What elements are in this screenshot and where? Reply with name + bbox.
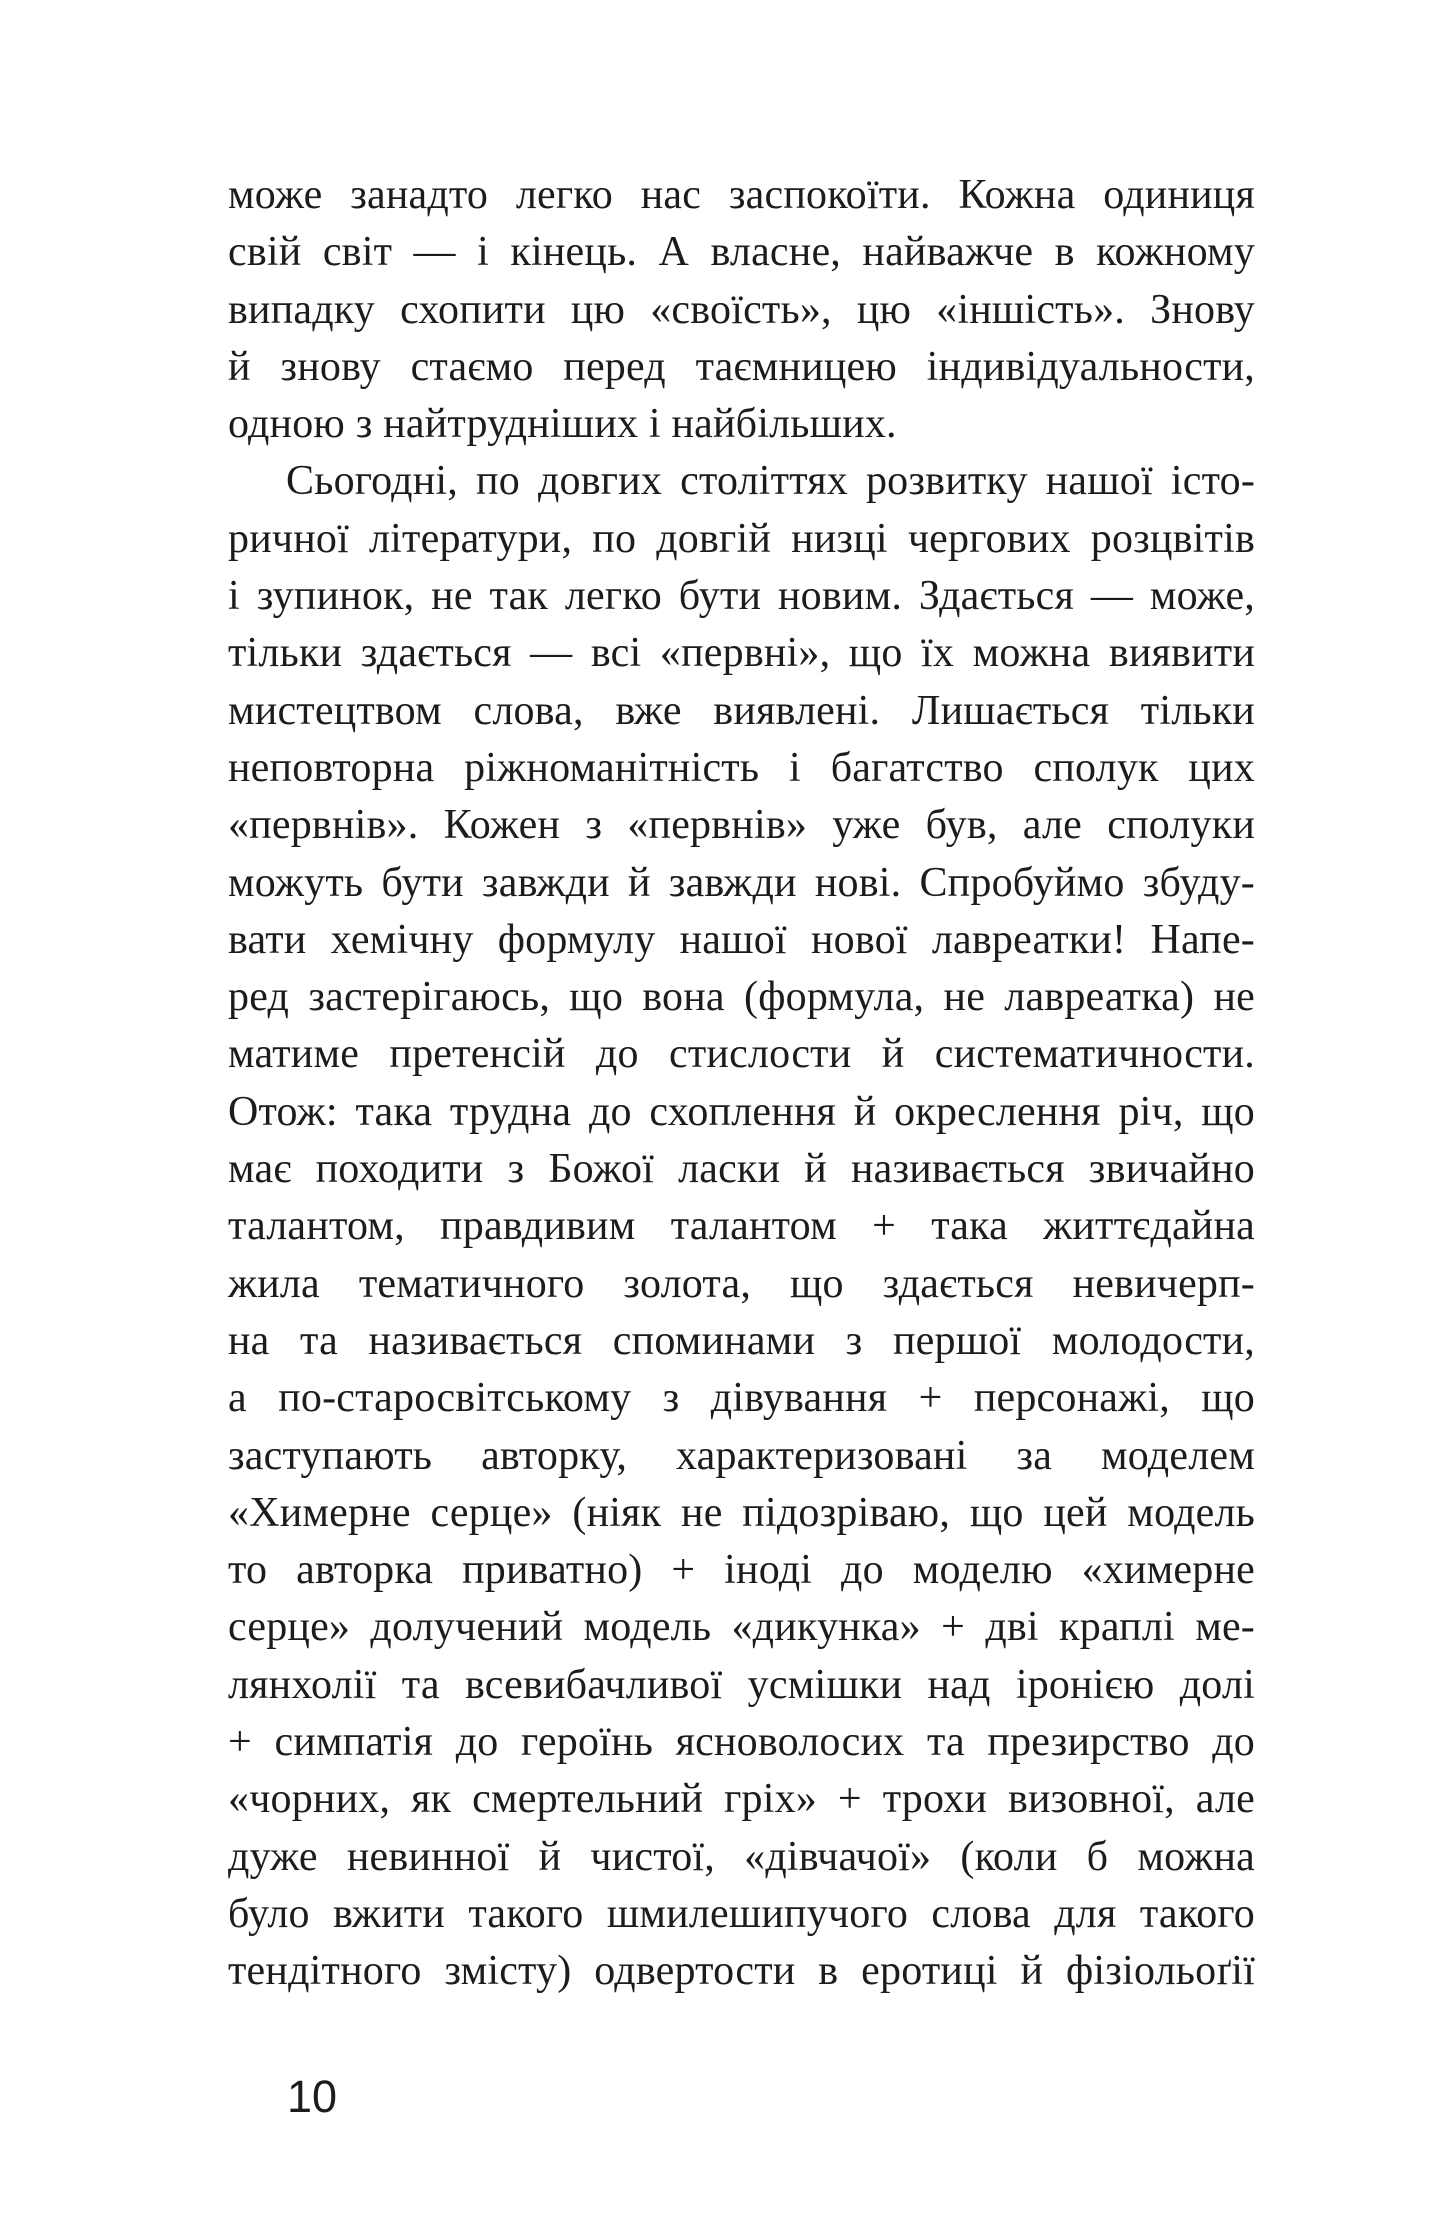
text-line: а по-старосвітському з дівування + персонажі, що xyxy=(228,1375,1255,1422)
text-line: на та називається споминами з першої молодости, xyxy=(228,1317,1255,1364)
text-line: вати хемічну формулу нашої нової лавреатки! Напе- xyxy=(228,916,1255,963)
text-line: «Химерне серце» (ніяк не підозріваю, що цей модель xyxy=(228,1489,1255,1536)
text-line: ричної літератури, по довгій низці чергових розцвітів xyxy=(228,515,1255,562)
text-line: було вжити такого шмилешипучого слова для такого xyxy=(228,1890,1255,1937)
text-line: має походити з Божої ласки й називається звичайно xyxy=(228,1146,1255,1193)
text-line: + симпатія до героїнь ясноволосих та презирство до xyxy=(228,1719,1255,1766)
text-line: лянхолії та всевибачливої усмішки над іронією долі xyxy=(228,1661,1255,1708)
text-line: «первнів». Кожен з «первнів» уже був, але сполуки xyxy=(228,802,1255,849)
text-line: можуть бути завжди й завжди нові. Спробуймо збуду- xyxy=(228,859,1255,906)
text-line: жила тематичного золота, що здається невичерп- xyxy=(228,1260,1255,1307)
text-block xyxy=(228,167,1255,2001)
text-line: заступають авторку, характеризовані за моделем xyxy=(228,1432,1255,1479)
page-number: 10 xyxy=(287,2071,338,2122)
text-line: ред застерігаюсь, що вона (формула, не лавреатка) не xyxy=(228,974,1255,1021)
text-line: свій світ — і кінець. А власне, найважче в кожному xyxy=(228,229,1255,276)
text-line: неповторна ріжноманітність і багатство сполук цих xyxy=(228,744,1255,791)
text-line: одною з найтрудніших і найбільших. xyxy=(228,401,897,448)
text-line: серце» долучений модель «дикунка» + дві краплі ме- xyxy=(228,1604,1255,1651)
text-line: випадку схопити цю «своїсть», цю «іншість». Знову xyxy=(228,286,1255,333)
text-line: тендітного змісту) одвертости в еротиці й фізіольоґії xyxy=(228,1948,1255,1995)
text-line: й знову стаємо перед таємницею індивідуальности, xyxy=(228,343,1255,390)
text-line: «чорних, як смертельний гріх» + трохи визовної, але xyxy=(228,1776,1255,1823)
text-line: може занадто легко нас заспокоїти. Кожна одиниця xyxy=(228,172,1255,218)
text-line: мистецтвом слова, вже виявлені. Лишається тільки xyxy=(228,687,1255,734)
text-line: талантом, правдивим талантом + така життєдайна xyxy=(228,1203,1255,1250)
text-line: Отож: така трудна до схоплення й окреслення річ, що xyxy=(228,1088,1255,1135)
text-line: то авторка приватно) + іноді до моделю «химерне xyxy=(228,1547,1255,1594)
text-line: Сьогодні, по довгих століттях розвитку нашої істо- xyxy=(286,458,1255,505)
text-line: матиме претенсій до стислости й систематичности. xyxy=(228,1031,1255,1078)
text-line: і зупинок, не так легко бути новим. Здається — може, xyxy=(228,573,1255,620)
text-line: дуже невинної й чистої, «дівчачої» (коли б можна xyxy=(228,1833,1255,1880)
text-line: тільки здається — всі «первні», що їх можна виявити xyxy=(228,630,1255,677)
